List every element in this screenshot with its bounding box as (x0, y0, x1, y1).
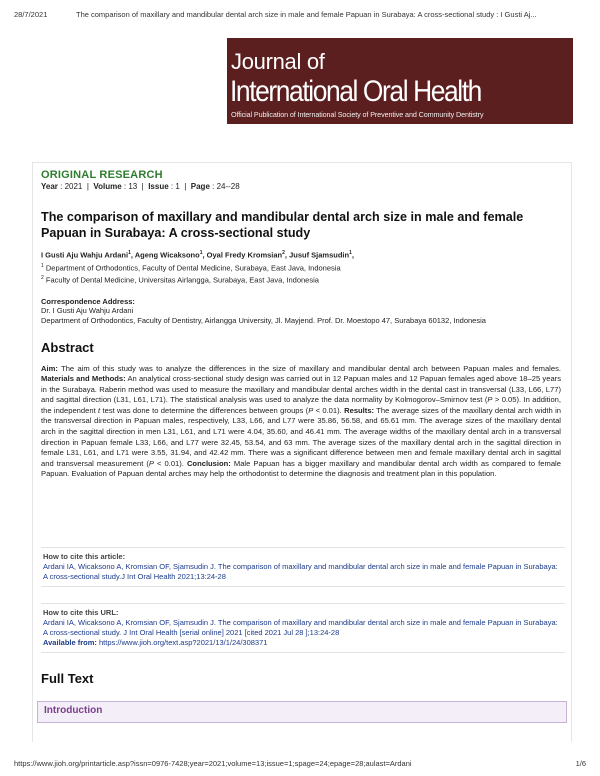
print-page-title: The comparison of maxillary and mandibular dental arch size in male and female Papuan in Surabaya: A cross-sectional study : I Gusti Aj... (76, 10, 537, 19)
banner-line-1: Journal of (231, 49, 325, 74)
cite-url-text: Ardani IA, Wicaksono A, Kromsian OF, Sjamsudin J. The comparison of maxillary and mandibular dental arch size in male and female Papuan in Surabaya: A cross-sectional study. J Int Oral Health [serial online] 2021 [cited 2021 Jul 28 ];13:24-28 (43, 618, 558, 637)
abstract-heading: Abstract (41, 339, 94, 355)
print-footer (14, 759, 586, 768)
journal-banner-logo[interactable] (227, 38, 573, 124)
section-type: ORIGINAL RESEARCH (41, 169, 163, 181)
article-content (32, 162, 572, 742)
banner-line-2: International Oral Health (230, 75, 481, 108)
affiliation: $^2$ Faculty of Dental Medicine, Universitas Airlangga, Surabaya, East Java, Indonesia (41, 275, 319, 285)
print-page-number: 1/6 (575, 759, 586, 768)
author-name: Jusuf Sjamsudin (289, 250, 350, 260)
article-title: The comparison of maxillary and mandibular dental arch size in male and female Papuan in Surabaya: A cross-sectional study (41, 210, 524, 240)
author-list: I Gusti Aju Wahju Ardani$^1$, Ageng Wicaksono$^1$, Oyal Fredy Kromsian$^2$, Jusuf Sjamsudin$^1$, (41, 250, 354, 260)
issue-meta: Year : 2021 | Volume : 13 | Issue : 1 | Page : 24--28 (41, 182, 240, 191)
introduction-heading: Introduction (37, 701, 567, 723)
affiliation: $^1$ Department of Orthodontics, Faculty of Dental Medicine, Surabaya, East Java, Indonesia (41, 262, 341, 272)
cite-article-text: Ardani IA, Wicaksono A, Kromsian OF, Sjamsudin J. The comparison of maxillary and mandibular dental arch size in male and female Papuan in Surabaya: A cross-sectional study.J Int Oral Health 2021;13:24-28 (43, 562, 558, 581)
correspondence-name: Dr. I Gusti Aju Wahju Ardani (41, 305, 134, 315)
print-date: 28/7/2021 (14, 10, 48, 19)
author-name: I Gusti Aju Wahju Ardani (41, 250, 129, 260)
cite-article-label: How to cite this article: (43, 552, 126, 561)
full-text-heading: Full Text (41, 671, 94, 686)
author-name: Ageng Wicaksono (134, 250, 200, 260)
available-from: Available from: https://www.jioh.org/text.asp?2021/13/1/24/308371 (43, 638, 268, 647)
author-name: Oyal Fredy Kromsian (206, 250, 283, 260)
print-header (14, 10, 586, 19)
abstract-text: Aim: The aim of this study was to analyze the differences in the size of maxillary and mandibular dental arch between Papuan males and females. Materials and Methods: An analytical cross-sectional study design was carried out in 12 Papuan males and 12 Papuan females aged above 18–25 years in the Surabaya. Raberin method was used to measure the maxillary and mandibular dental arches width in the dental cast in transversal (L33, L66, L77) and sagittal direction (L31, L61, L71). The statistical analysis was used to analyze the data normality by Kolmogorov–Smirnov test (P > 0.05). In addition, the independent t test was done to determine the differences between groups (P < 0.01). Results: The average sizes of the maxillary dental arch width in the transversal direction in Papuan males, respectively, L33, L66, and L77 were 35.86, 56.58, and 65.61 mm. The average sizes of the maxillary dental arch in the sagittal direction in men L31, L61, and L71 were 4.04, 35.60, and 46.41 mm. The average widths of the maxillary dental arch in a transversal direction in Papuan female L33, L66, and L77 were 32.45, 53.54, and 63 mm. The average sizes of the maxillary dental arch in the sagittal direction in female L31, L61, and L71 were 3.55, 31.94, and 42.42 mm. There was a significant difference between men and female maxillary dental arch in sagittal and transversal measurement (P < 0.01). Conclusion: Male Papuan has a bigger maxillary and mandibular dental arch width as compared to female Papuan. Evaluation of Papuan dental arches may help the orthodontist to determine the diagnosis and treatment plan in this population. (41, 363, 561, 479)
correspondence-label: Correspondence Address: (41, 296, 135, 306)
cite-article-box (41, 547, 565, 587)
banner-line-3: Official Publication of International Society of Preventive and Community Dentistry (231, 110, 484, 119)
cite-url-box (41, 603, 565, 653)
article-url-link[interactable]: https://www.jioh.org/text.asp?2021/13/1/24/308371 (99, 638, 268, 647)
print-url: https://www.jioh.org/printarticle.asp?issn=0976-7428;year=2021;volume=13;issue=1;spage=24;epage=28;aulast=Ardani (14, 759, 412, 768)
correspondence-address: Department of Orthodontics, Faculty of Dentistry, Airlangga University, Jl. Mayjend. Prof. Dr. Moestopo 47, Surabaya 60132, Indonesia (41, 315, 486, 325)
cite-url-label: How to cite this URL: (43, 608, 119, 617)
